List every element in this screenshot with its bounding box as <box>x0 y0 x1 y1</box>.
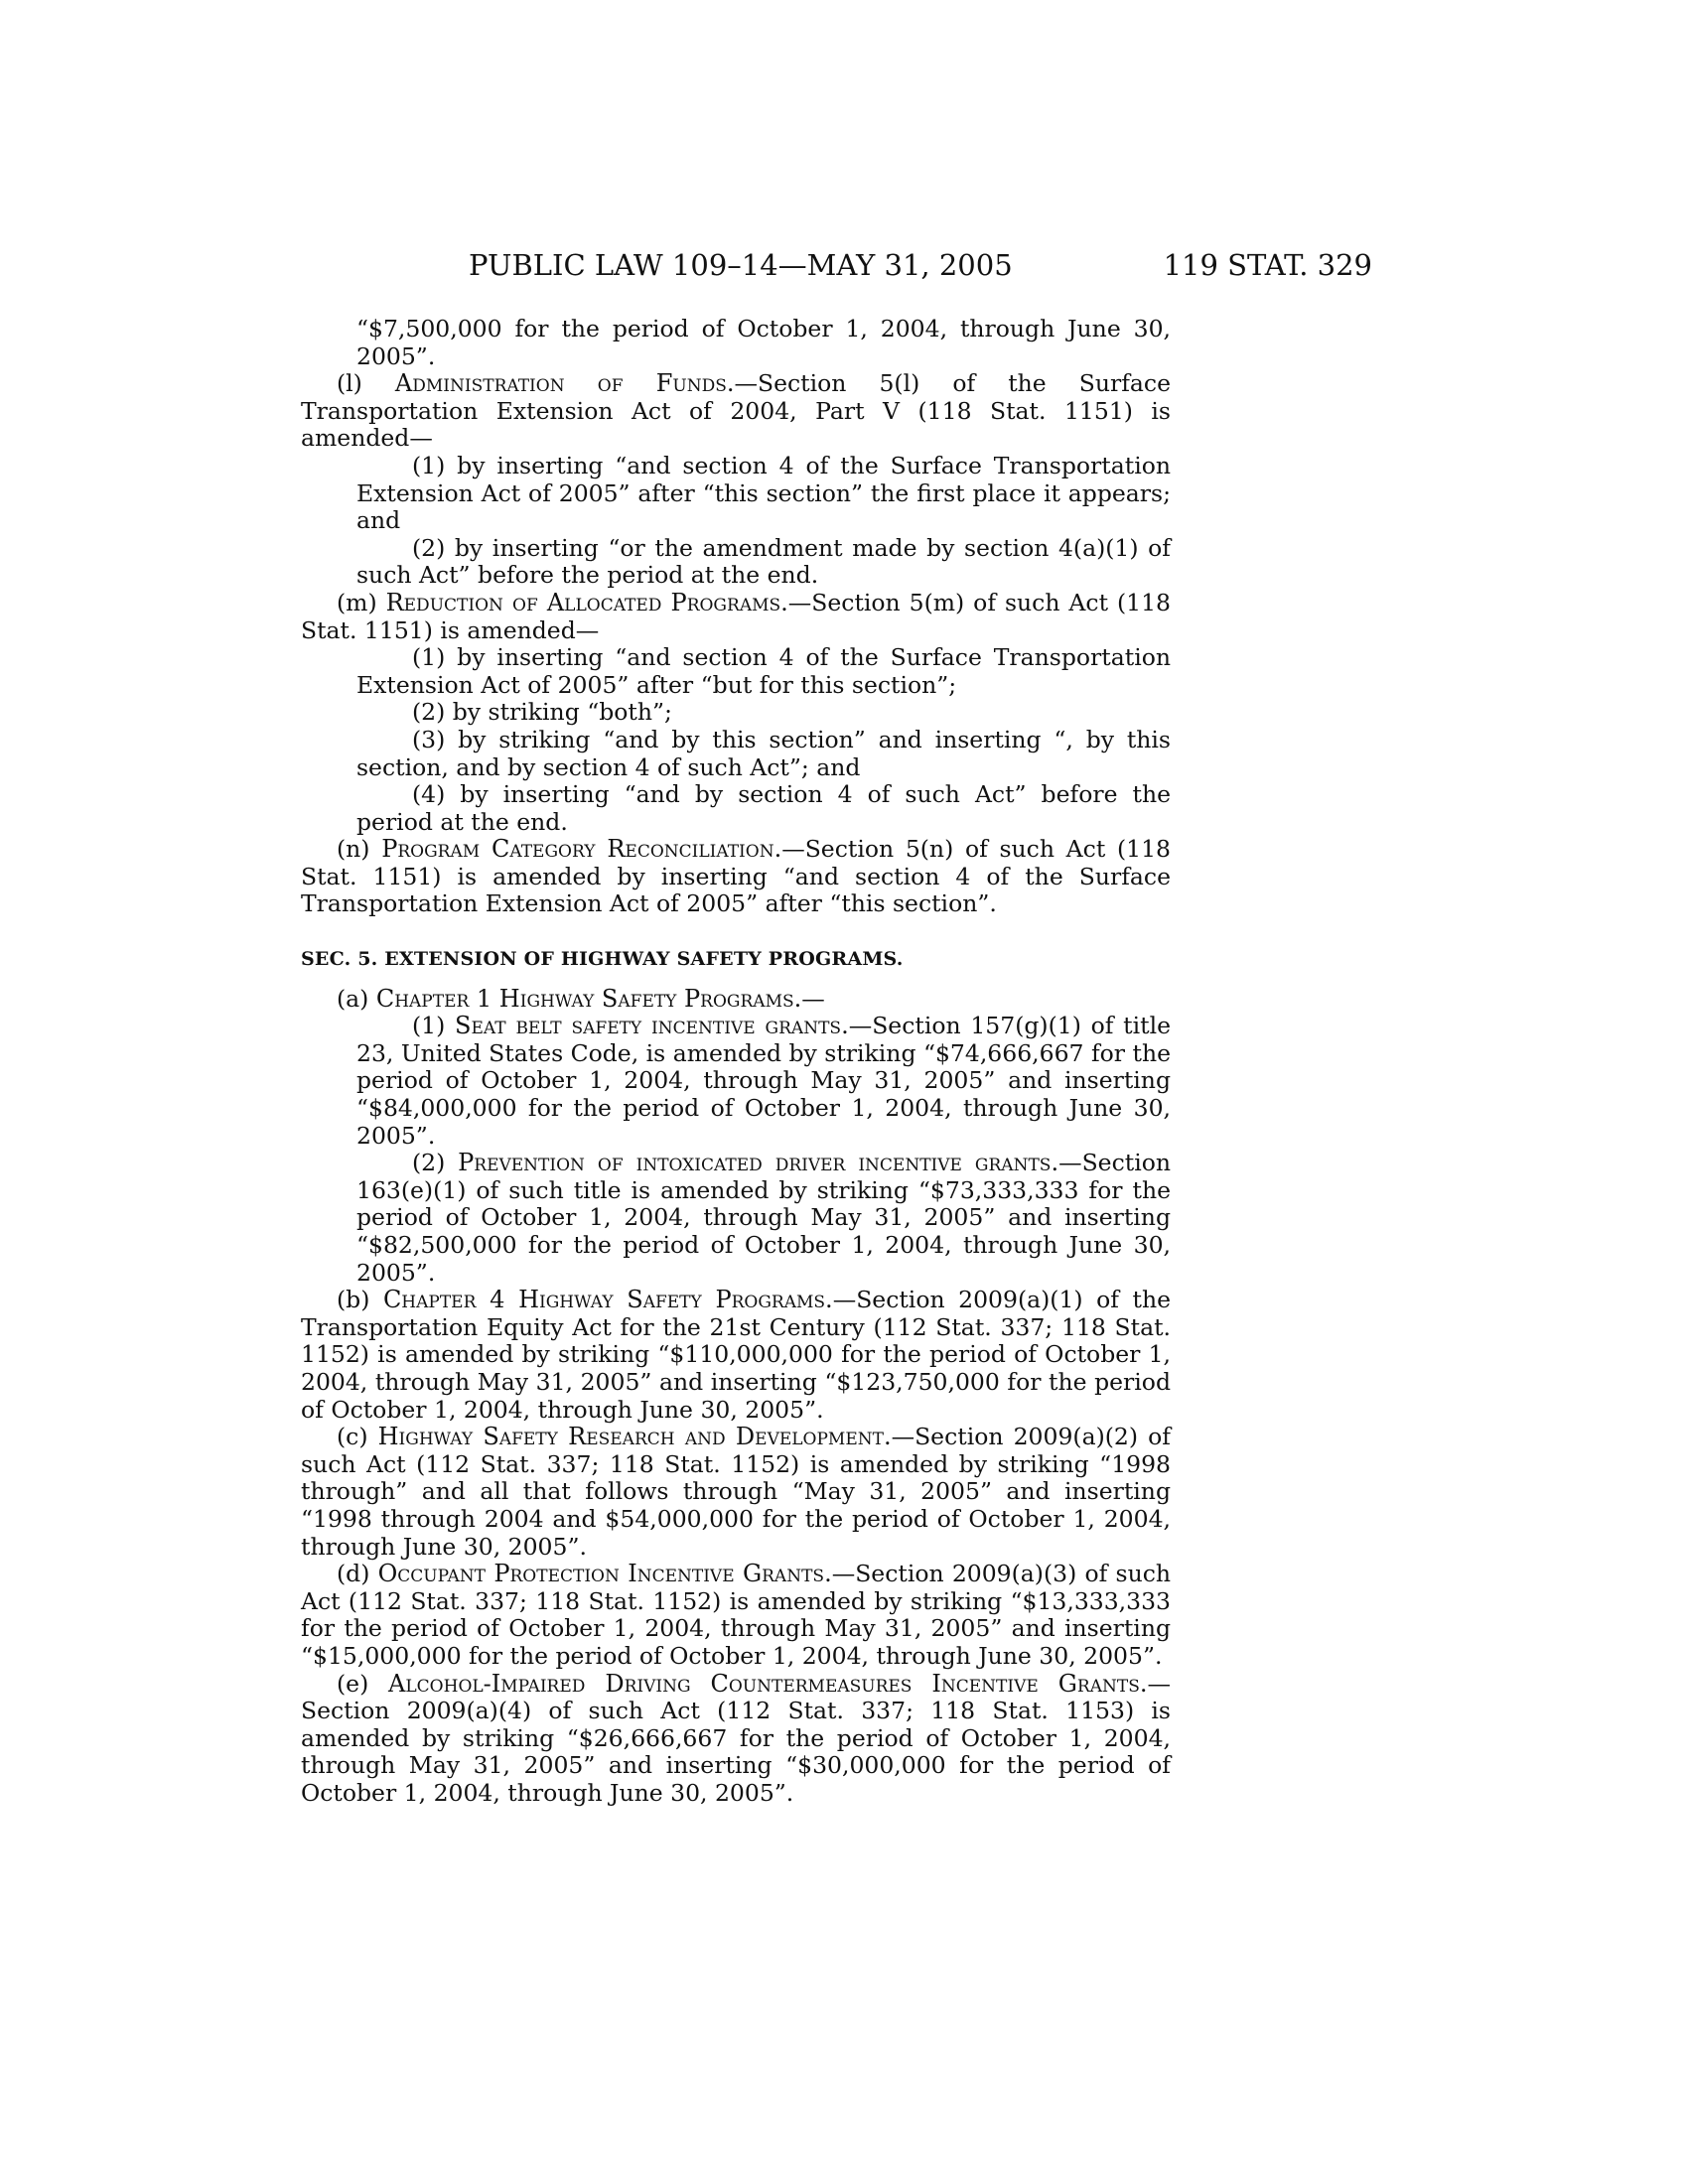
subsection-m <box>301 590 1171 644</box>
item-text: (4) by inserting “and by section 4 of such Act” before the period at the end. <box>356 780 1171 836</box>
item-text: (1) by inserting “and section 4 of the Surface Transportation Extension Act of 2005” after “but for this section”; <box>356 643 1171 699</box>
item-text: (2) by striking “both”; <box>412 698 672 727</box>
stat-page-reference: 119 STAT. 329 <box>1163 248 1372 282</box>
subsection-designator: (n) <box>337 835 382 864</box>
subsection-designator: (m) <box>337 588 386 616</box>
subsection-heading: Occupant Protection Incentive Grants. <box>377 1560 832 1588</box>
subsection-designator: (l) <box>337 369 395 398</box>
subsection-heading: Program Category Reconciliation. <box>381 835 782 864</box>
item-heading: Prevention of intoxicated driver incentive grants. <box>458 1149 1059 1177</box>
item-text: (2) by inserting “or the amendment made by section 4(a)(1) of such Act” before the period at the end. <box>356 533 1171 590</box>
subsection-designator: (e) <box>337 1669 389 1698</box>
subsection-text: —Section 5(l) of the Surface Transportation Extension Act of 2004, Part V (118 Stat. 1151) is amended— <box>301 369 1172 453</box>
subsection-designator: (c) <box>337 1423 378 1451</box>
subsection-m-item-4 <box>301 781 1171 836</box>
item-text: (3) by striking “and by this section” and inserting “, by this section, and by section 4 of such Act”; and <box>356 725 1171 781</box>
subsection-text: —Section 2009(a)(4) of such Act (112 Stat. 337; 118 Stat. 1153) is amended by striking “$26,666,667 for the period of October 1, 2004, through May 31, 2005” and inserting “$30,000,000 for the period of October 1, 2004, through June 30, 2005”. <box>301 1669 1171 1807</box>
subsection-heading: Reduction of Allocated Programs. <box>385 588 788 616</box>
subsection-designator: (a) <box>337 984 376 1013</box>
item-designator: (2) <box>412 1149 459 1177</box>
subsection-l <box>301 370 1171 453</box>
running-header <box>0 248 1688 288</box>
subsection-e <box>301 1671 1171 1808</box>
subsection-designator: (b) <box>337 1286 383 1314</box>
item-text: —Section 157(g)(1) of title 23, United States Code, is amended by striking “$74,666,667 for the period of October 1, 2004, through May 31, 2005” and inserting “$84,000,000 for the period of October 1, 2004, through June 30, 2005”. <box>356 1012 1171 1150</box>
item-text: (1) by inserting “and section 4 of the Surface Transportation Extension Act of 2005” after “this section” the first place it appears; and <box>356 451 1171 535</box>
law-title: PUBLIC LAW 109–14—MAY 31, 2005 <box>469 248 1013 282</box>
continued-paragraph <box>301 316 1171 370</box>
subsection-n <box>301 836 1171 918</box>
subsection-text: —Section 2009(a)(3) of such Act (112 Stat. 337; 118 Stat. 1152) is amended by striking “$13,333,333 for the period of October 1, 2004, through May 31, 2005” and inserting “$15,000,000 for the period of October 1, 2004, through June 30, 2005”. <box>301 1560 1171 1670</box>
subsection-text: —Section 2009(a)(1) of the Transportation Equity Act for the 21st Century (112 Stat. 337; 118 Stat. 1152) is amended by striking “$110,000,000 for the period of October 1, 2004, through May 31, 2005” and inserting “$123,750,000 for the period of October 1, 2004, through June 30, 2005”. <box>301 1286 1172 1424</box>
item-heading: Seat belt safety incentive grants. <box>455 1012 849 1040</box>
subsection-heading: Chapter 4 Highway Safety Programs. <box>382 1286 833 1314</box>
section-5-heading: SEC. 5. EXTENSION OF HIGHWAY SAFETY PROGRAMS. <box>301 948 904 971</box>
subsection-text: —Section 2009(a)(2) of such Act (112 Stat. 337; 118 Stat. 1152) is amended by striking “1998 through” and all that follows through “May 31, 2005” and inserting “1998 through 2004 and $54,000,000 for the period of October 1, 2004, through June 30, 2005”. <box>301 1423 1172 1561</box>
subsection-d <box>301 1561 1171 1670</box>
subsection-text: — <box>801 984 825 1013</box>
subsection-l-item-2 <box>301 535 1171 590</box>
subsection-m-item-2 <box>301 699 1171 727</box>
subsection-m-item-1 <box>301 644 1171 699</box>
document-body <box>301 316 1171 1807</box>
subsection-heading: Administration of Funds. <box>394 369 735 398</box>
subsection-a-item-1 <box>301 1013 1171 1150</box>
subsection-designator: (d) <box>337 1560 378 1588</box>
subsection-heading: Alcohol-Impaired Driving Countermeasures Incentive Grants. <box>388 1669 1148 1698</box>
subsection-heading: Chapter 1 Highway Safety Programs. <box>375 984 802 1013</box>
subsection-l-item-1 <box>301 453 1171 535</box>
subsection-m-item-3 <box>301 727 1171 781</box>
continued-text: “$7,500,000 for the period of October 1, 2004, through June 30, 2005”. <box>356 315 1171 370</box>
subsection-heading: Highway Safety Research and Development. <box>377 1423 892 1451</box>
item-designator: (1) <box>412 1012 456 1040</box>
subsection-a <box>301 986 1171 1014</box>
subsection-a-item-2 <box>301 1150 1171 1287</box>
subsection-text: —Section 5(m) of such Act (118 Stat. 1151) is amended— <box>301 588 1171 644</box>
item-text: —Section 163(e)(1) of such title is amended by striking “$73,333,333 for the period of October 1, 2004, through May 31, 2005” and inserting “$82,500,000 for the period of October 1, 2004, through June 30, 2005”. <box>356 1149 1171 1287</box>
subsection-b <box>301 1287 1171 1424</box>
subsection-c <box>301 1424 1171 1561</box>
subsection-text: —Section 5(n) of such Act (118 Stat. 1151) is amended by inserting “and section 4 of the Surface Transportation Extension Act of 2005” after “this section”. <box>301 835 1171 918</box>
